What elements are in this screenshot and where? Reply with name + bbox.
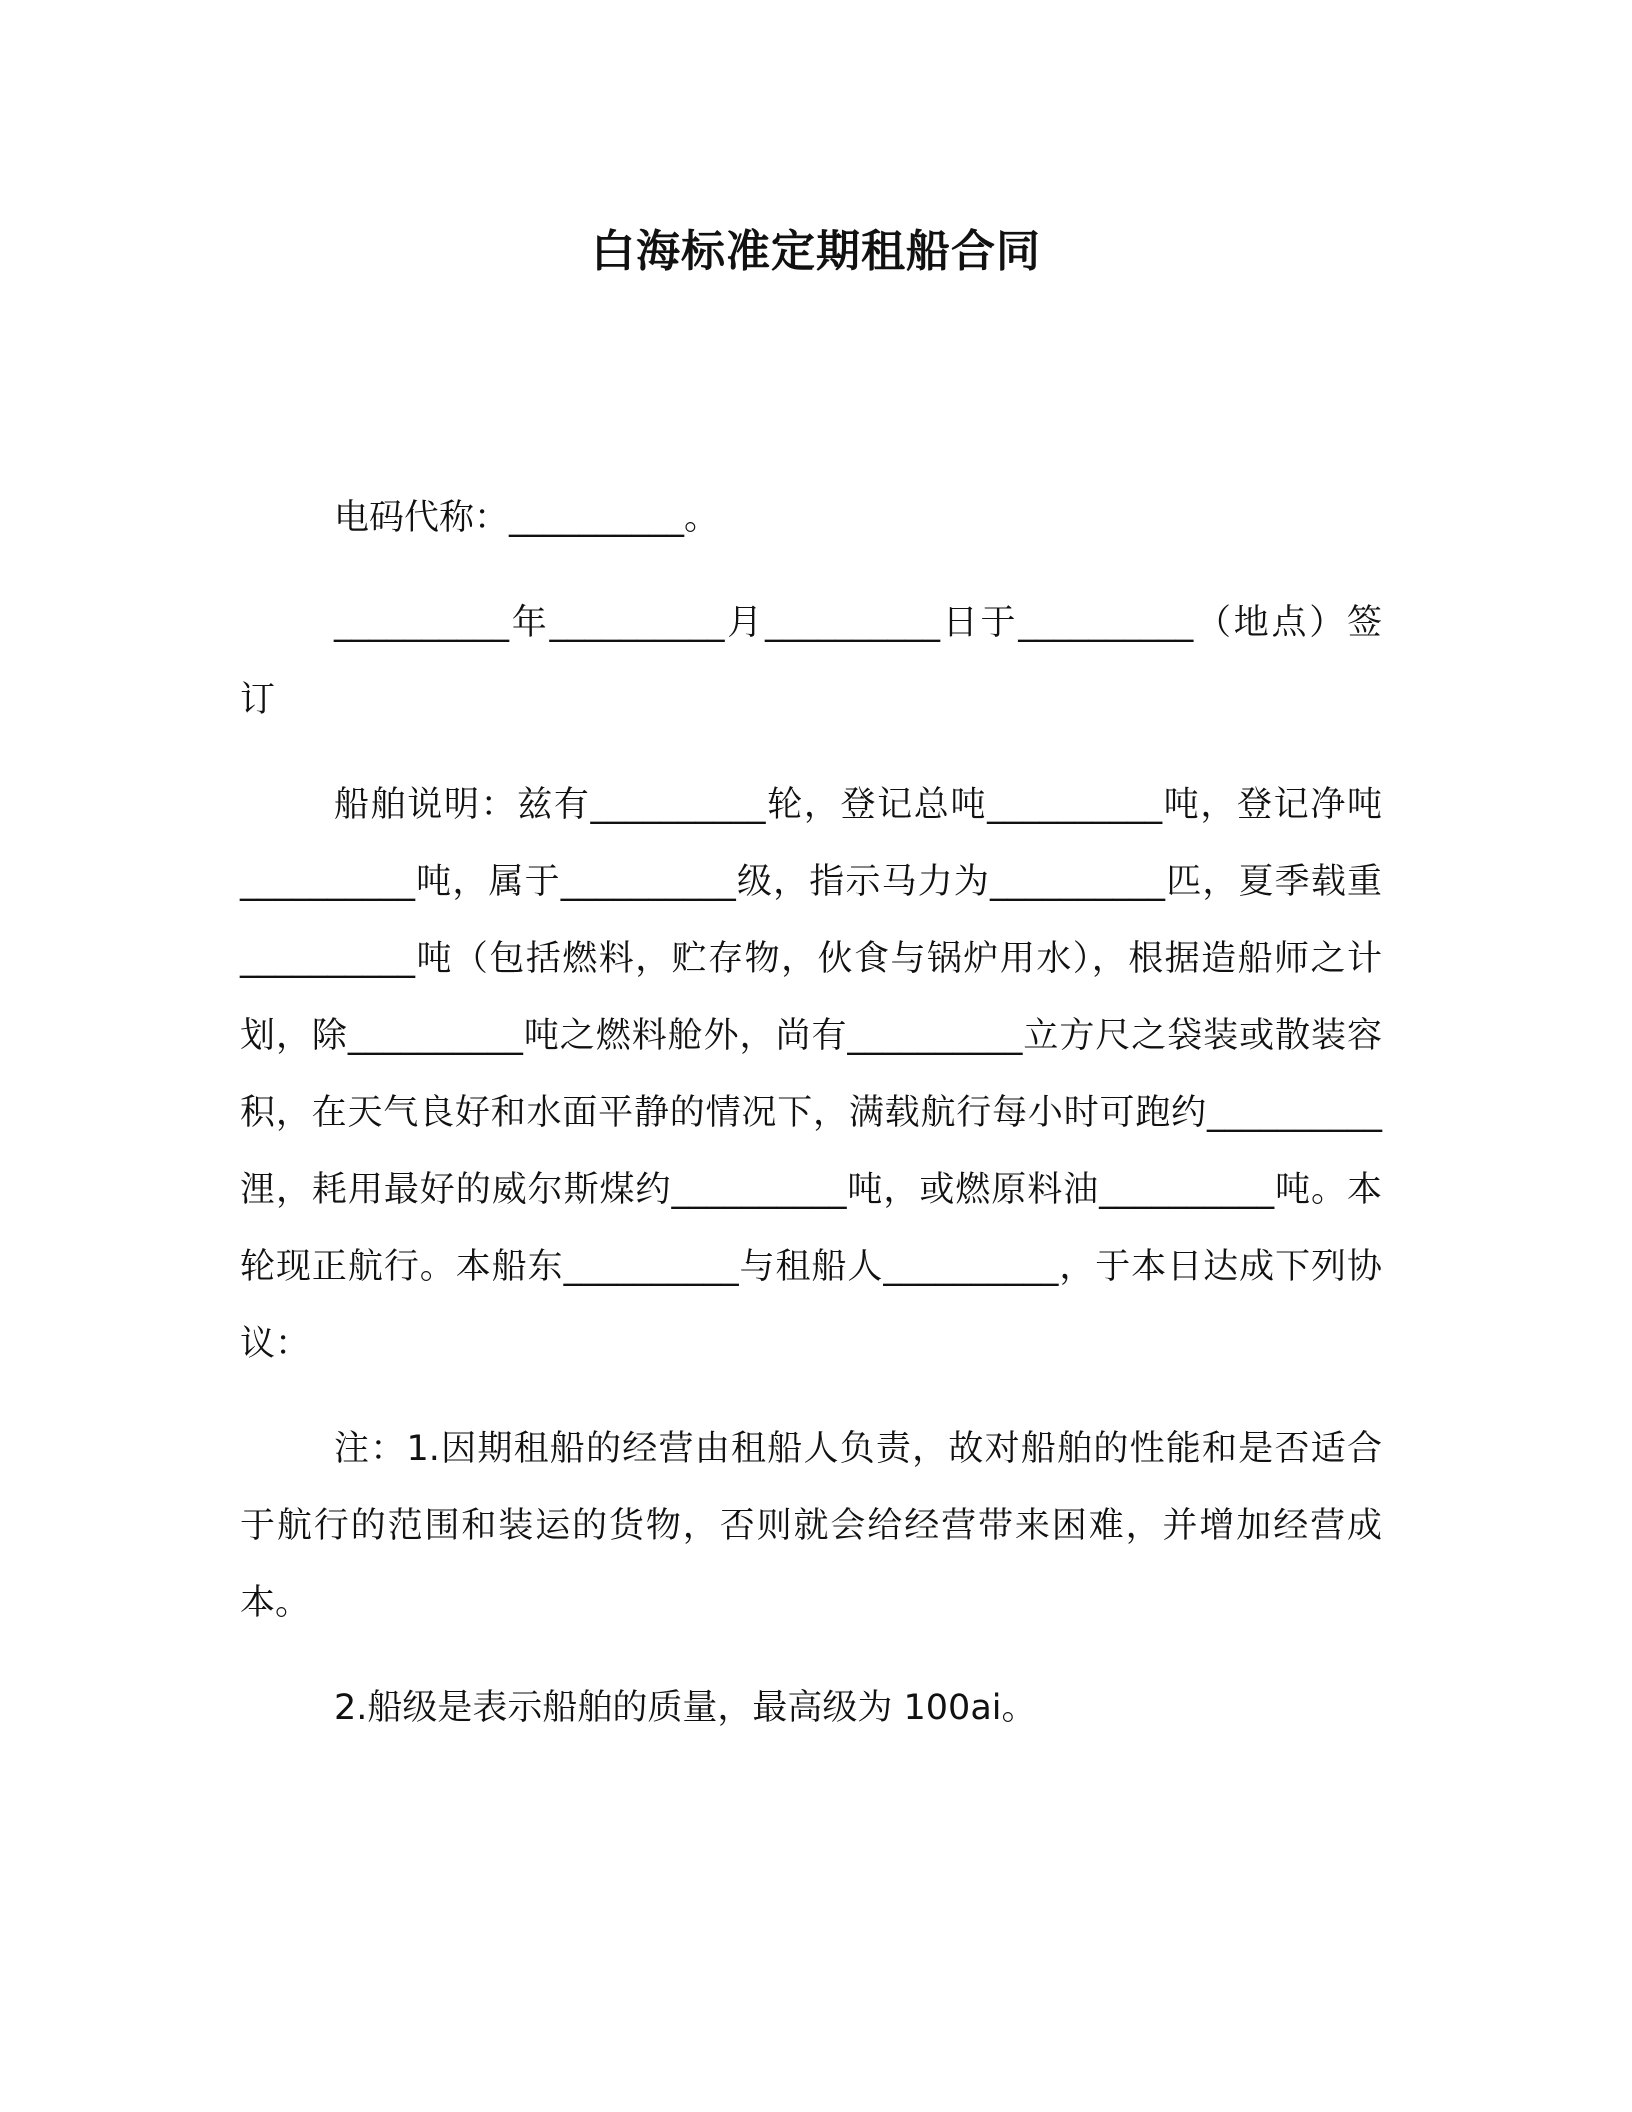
document-body (240, 480, 1382, 1747)
paragraph-note-2: 2.船级是表示船舶的质量，最高级为 100ai。 (334, 1688, 1037, 1728)
paragraph-vessel-description: 船舶说明：兹有__________轮，登记总吨__________吨，登记净吨__________吨，属于__________级，指示马力为__________匹，夏季载重__________吨（包括燃料，贮存物，伙食与锅炉用水），根据造船师之计划，除__________吨之燃料舱外，尚有__________立方尺之袋装或散装容积，在天气良好和水面平静的情况下，满载航行每小时可跑约__________浬，耗用最好的威尔斯煤约__________吨，或燃原料油__________吨。本轮现正航行。本船东__________与租船人__________，于本日达成下列协议： (240, 785, 1382, 1364)
paragraph-note-1: 注：1.因期租船的经营由租船人负责，故对船舶的性能和是否适合于航行的范围和装运的货物，否则就会给经营带来困难，并增加经营成本。 (240, 1429, 1382, 1623)
document-title: 白海标准定期租船合同 (591, 226, 1041, 277)
paragraph-signing-date-place: __________年__________月__________日于__________（地点）签订 (240, 603, 1382, 720)
paragraph-telegraph-code: 电码代称：__________。 (334, 498, 720, 538)
